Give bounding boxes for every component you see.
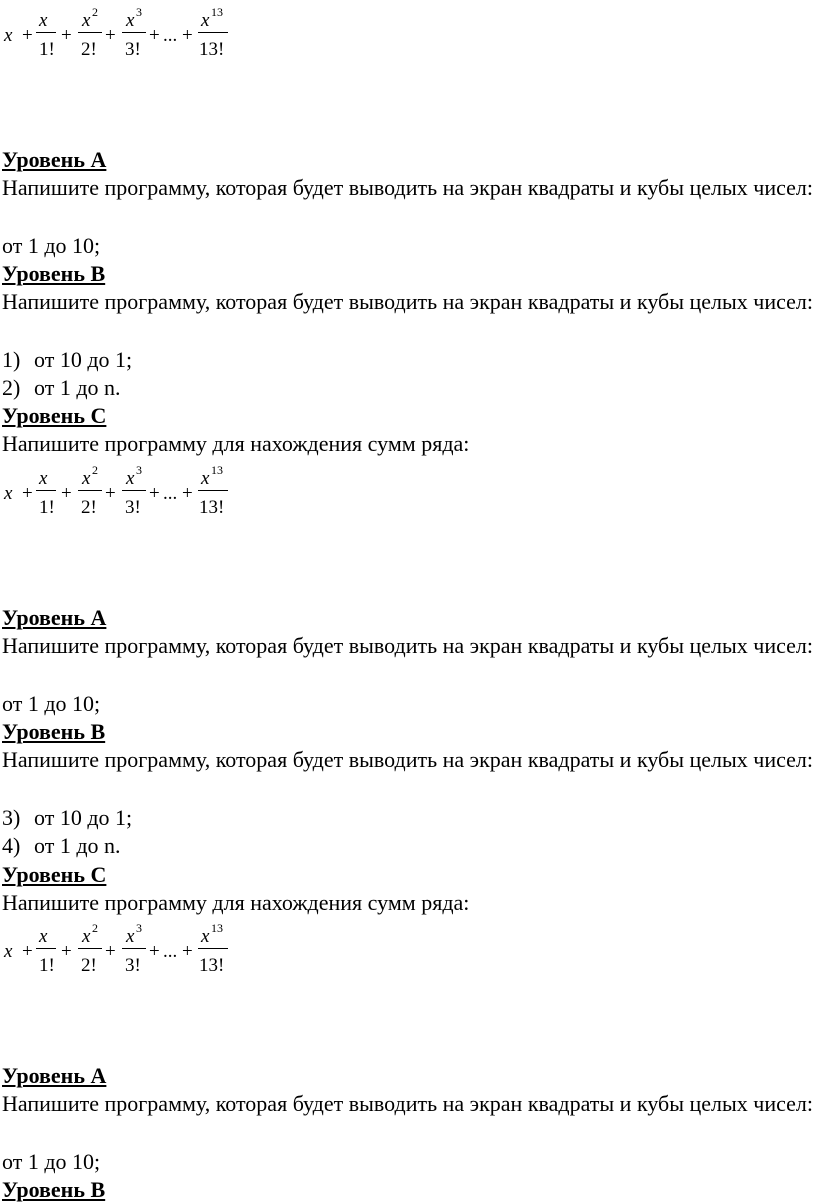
level-b-task: Напишите программу, которая будет выводить на экран квадраты и кубы целых чисел: <box>2 289 814 314</box>
formula-numerator: x <box>39 926 48 947</box>
formula-denominator: 1! <box>39 955 55 976</box>
formula-numerator: x <box>126 926 135 947</box>
formula-x: x <box>4 941 13 962</box>
formula-plus: + <box>182 25 193 46</box>
fraction-bar <box>198 948 228 949</box>
formula-exponent: 3 <box>136 921 142 935</box>
fraction-bar <box>122 948 146 949</box>
level-a-task: Напишите программу, которая будет выводить на экран квадраты и кубы целых чисел: <box>2 633 814 658</box>
level-b-title: Уровень В <box>2 261 106 286</box>
list-text: от 1 до n. <box>34 833 121 858</box>
level-a-title: Уровень А <box>2 605 107 630</box>
level-a-task: Напишите программу, которая будет выводить на экран квадраты и кубы целых чисел: <box>2 1091 814 1116</box>
list-number: 2) <box>2 375 21 400</box>
formula-x: x <box>4 25 13 46</box>
fraction-bar <box>36 32 56 33</box>
level-a-title: Уровень А <box>2 1063 107 1088</box>
level-b-item <box>2 374 121 402</box>
series-formula <box>2 918 230 980</box>
formula-denominator: 2! <box>81 497 97 518</box>
level-b-title: Уровень В <box>2 719 106 744</box>
formula-denominator: 13! <box>199 497 225 518</box>
formula-numerator: x <box>39 10 48 31</box>
formula-denominator: 3! <box>125 497 141 518</box>
fraction-bar <box>36 490 56 491</box>
list-text: от 10 до 1; <box>34 347 133 372</box>
formula-exponent: 3 <box>136 5 142 19</box>
formula-numerator: x <box>82 926 91 947</box>
formula-ellipsis: ... <box>163 941 178 962</box>
formula-exponent: 3 <box>136 463 142 477</box>
series-formula <box>2 460 230 522</box>
formula-ellipsis: ... <box>163 483 178 504</box>
formula-exponent: 2 <box>92 463 98 477</box>
fraction-bar <box>78 32 102 33</box>
formula-denominator: 13! <box>199 39 225 60</box>
level-c-task: Напишите программу для нахождения сумм ряда: <box>2 890 470 915</box>
level-c-title: Уровень С <box>2 403 107 428</box>
formula-numerator: x <box>39 468 48 489</box>
formula-denominator: 13! <box>199 955 225 976</box>
formula-x: x <box>4 483 13 504</box>
formula-plus: + <box>105 941 116 962</box>
level-b-title: Уровень В <box>2 1177 106 1202</box>
level-a-range: от 1 до 10; <box>2 691 101 716</box>
formula-plus: + <box>105 25 116 46</box>
fraction-bar <box>36 948 56 949</box>
formula-plus: + <box>149 25 160 46</box>
formula-plus: + <box>182 941 193 962</box>
formula-exponent: 13 <box>211 5 223 19</box>
formula-numerator: x <box>82 10 91 31</box>
formula-denominator: 2! <box>81 955 97 976</box>
formula-denominator: 3! <box>125 955 141 976</box>
formula-numerator: x <box>126 468 135 489</box>
list-text: от 10 до 1; <box>34 805 133 830</box>
formula-exponent: 13 <box>211 463 223 477</box>
fraction-bar <box>198 490 228 491</box>
fraction-bar <box>78 948 102 949</box>
formula-plus: + <box>105 483 116 504</box>
formula-plus: + <box>22 25 33 46</box>
formula-exponent: 2 <box>92 921 98 935</box>
formula-denominator: 1! <box>39 39 55 60</box>
formula-numerator: x <box>82 468 91 489</box>
formula-numerator: x <box>126 10 135 31</box>
level-b-task: Напишите программу, которая будет выводить на экран квадраты и кубы целых чисел: <box>2 747 814 772</box>
formula-plus: + <box>61 25 72 46</box>
level-a-range: от 1 до 10; <box>2 1149 101 1174</box>
formula-numerator: x <box>201 468 210 489</box>
formula-plus: + <box>22 483 33 504</box>
formula-exponent: 2 <box>92 5 98 19</box>
list-text: от 1 до n. <box>34 375 121 400</box>
level-a-title: Уровень А <box>2 147 107 172</box>
formula-ellipsis: ... <box>163 25 178 46</box>
level-b-item <box>2 346 132 374</box>
formula-numerator: x <box>201 926 210 947</box>
level-c-title: Уровень С <box>2 862 107 887</box>
fraction-bar <box>122 32 146 33</box>
formula-plus: + <box>61 483 72 504</box>
formula-denominator: 2! <box>81 39 97 60</box>
level-a-task: Напишите программу, которая будет выводить на экран квадраты и кубы целых чисел: <box>2 175 814 200</box>
list-number: 1) <box>2 347 21 372</box>
formula-exponent: 13 <box>211 921 223 935</box>
fraction-bar <box>78 490 102 491</box>
series-formula <box>2 2 230 64</box>
list-number: 4) <box>2 833 21 858</box>
formula-numerator: x <box>201 10 210 31</box>
fraction-bar <box>198 32 228 33</box>
level-b-item <box>2 832 121 860</box>
level-b-item <box>2 804 132 832</box>
formula-plus: + <box>182 483 193 504</box>
formula-plus: + <box>61 941 72 962</box>
level-c-task: Напишите программу для нахождения сумм ряда: <box>2 431 470 456</box>
formula-denominator: 3! <box>125 39 141 60</box>
formula-plus: + <box>22 941 33 962</box>
formula-denominator: 1! <box>39 497 55 518</box>
formula-plus: + <box>149 483 160 504</box>
level-a-range: от 1 до 10; <box>2 233 101 258</box>
formula-plus: + <box>149 941 160 962</box>
fraction-bar <box>122 490 146 491</box>
list-number: 3) <box>2 805 21 830</box>
